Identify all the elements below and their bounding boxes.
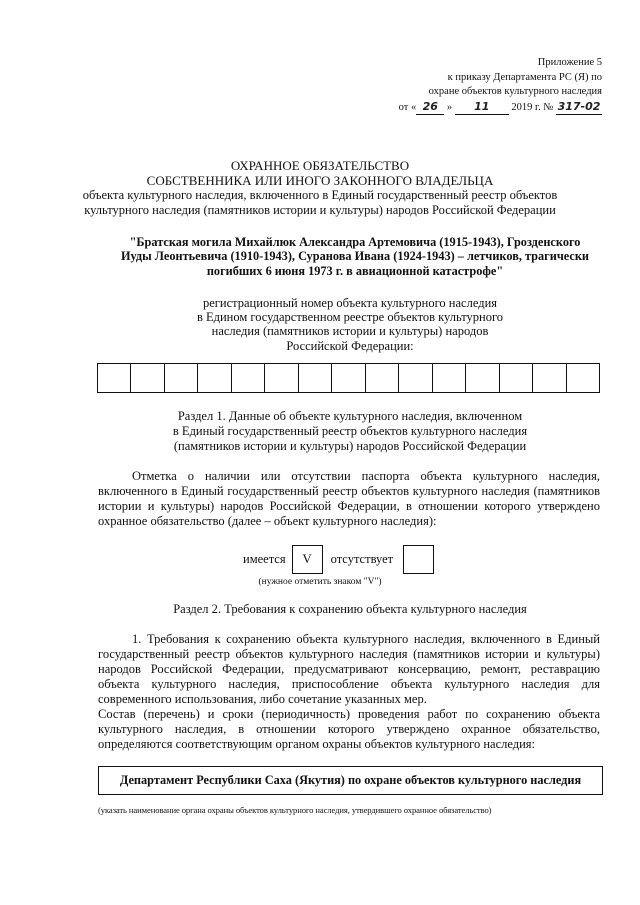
- registration-line-4: Российской Федерации:: [286, 338, 414, 353]
- section-1-line-2: в Единый государственный реестр объектов культурного наследия: [172, 424, 528, 438]
- passport-text: Отметка о наличии или отсутствии паспорта объекта культурного наследия, включенного в Единый государственный реестр объектов культурного наследия (памятников истории и культуры) народов Российской Федерации, в отношении которого утверждено охранное обязательство (далее – объект культурного наследия):: [98, 469, 600, 528]
- department-name-box: [98, 766, 603, 795]
- registration-digit-box: [131, 364, 164, 392]
- date-mid: »: [444, 101, 453, 113]
- object-name-line-2: Иуды Леонтьевича (1910-1943), Суранова Ивана (1924-1943) – летчиков, трагически: [120, 249, 590, 264]
- handwritten-month: 11: [455, 100, 509, 116]
- handwritten-number: 317-02: [556, 100, 602, 116]
- requirement-composition: Состав (перечень) и сроки (периодичность) проведения работ по сохранению объекта культурного наследия, в отношении которого утверждено охранное обязательство, определяются соответствующим органом охраны объектов культурного наследия:: [98, 707, 600, 751]
- registration-digit-box: [466, 364, 499, 392]
- department-note: (указать наименование органа охраны объектов культурного наследия, утвердившего охранное обязательство): [98, 805, 492, 815]
- passport-has-label: имеется: [243, 551, 286, 566]
- date-prefix: от «: [398, 101, 417, 113]
- date-year: 2019 г. №: [511, 101, 554, 113]
- appendix-line-1: Приложение 5: [537, 57, 602, 68]
- registration-digit-box: [533, 364, 566, 392]
- appendix-line-2: к приказу Департамента РС (Я) по: [447, 71, 602, 83]
- section-2-heading: Раздел 2. Требования к сохранению объекта культурного наследия: [173, 602, 527, 616]
- registration-digit-box: [299, 364, 332, 392]
- passport-absent-label: отсутствует: [330, 551, 394, 566]
- appendix-date-line: [399, 100, 602, 116]
- registration-digit-box: [567, 364, 599, 392]
- subtitle-line-1: объекта культурного наследия, включенного в Единый государственный реестр объектов: [82, 188, 558, 202]
- registration-digit-box: [433, 364, 466, 392]
- registration-digit-box: [232, 364, 265, 392]
- passport-mark-row: [243, 544, 440, 574]
- registration-line-2: в Едином государственном реестре объектов культурного: [196, 310, 504, 325]
- registration-digit-box: [98, 364, 131, 392]
- object-name-line-1: "Братская могила Михайлюк Александра Артемовича (1915-1943), Грозденского: [129, 235, 581, 249]
- object-name: [96, 235, 614, 278]
- registration-digit-box: [165, 364, 198, 392]
- registration-digit-box: [500, 364, 533, 392]
- handwritten-day: 26: [416, 100, 444, 116]
- registration-line-1: регистрационный номер объекта культурного наследия: [202, 296, 498, 310]
- passport-has-checkbox[interactable]: V: [292, 545, 323, 574]
- passport-note: (нужное отметить знаком "V"): [258, 577, 382, 587]
- subtitle-line-2: культурного наследия (памятников истории и культуры) народов Российской Федерации: [84, 203, 556, 217]
- section-1-line-1: Раздел 1. Данные об объекте культурного наследия, включенном: [177, 409, 523, 423]
- title-line-1: ОХРАННОЕ ОБЯЗАТЕЛЬСТВО: [230, 158, 410, 173]
- registration-digit-box: [399, 364, 432, 392]
- department-name: Департамент Республики Саха (Якутия) по охране объектов культурного наследия: [119, 773, 582, 787]
- registration-digit-box: [332, 364, 365, 392]
- registration-number-boxes: [97, 363, 600, 393]
- appendix-header: [399, 56, 602, 115]
- requirements-block: [98, 632, 600, 752]
- requirement-item-1: 1. Требования к сохранению объекта культурного наследия, включенного в Единый государственный реестр объектов культурного наследия (памятников истории и культуры) народов Российской Федерации, предусматривают консервацию, ремонт, реставрацию объекта культурного наследия, приспособление объекта культурного наследия для современного использования, либо сочетание указанных мер.: [98, 632, 600, 706]
- registration-number-label: [160, 296, 540, 353]
- object-name-line-3: погибших 6 июня 1973 г. в авиационной катастрофе": [206, 263, 504, 278]
- passport-paragraph: [98, 469, 600, 529]
- registration-digit-box: [265, 364, 298, 392]
- section-1-line-3: (памятников истории и культуры) народов Российской Федерации: [173, 439, 527, 453]
- document-title-block: [0, 158, 640, 218]
- registration-digit-box: [366, 364, 399, 392]
- appendix-line-3: охране объектов культурного наследия: [428, 86, 602, 97]
- section-1-heading: [100, 409, 600, 454]
- registration-line-3: наследия (памятников истории и культуры) народов: [211, 324, 489, 339]
- title-line-2: СОБСТВЕННИКА ИЛИ ИНОГО ЗАКОННОГО ВЛАДЕЛЬЦА: [146, 173, 494, 188]
- passport-absent-checkbox[interactable]: [403, 545, 434, 574]
- registration-digit-box: [198, 364, 231, 392]
